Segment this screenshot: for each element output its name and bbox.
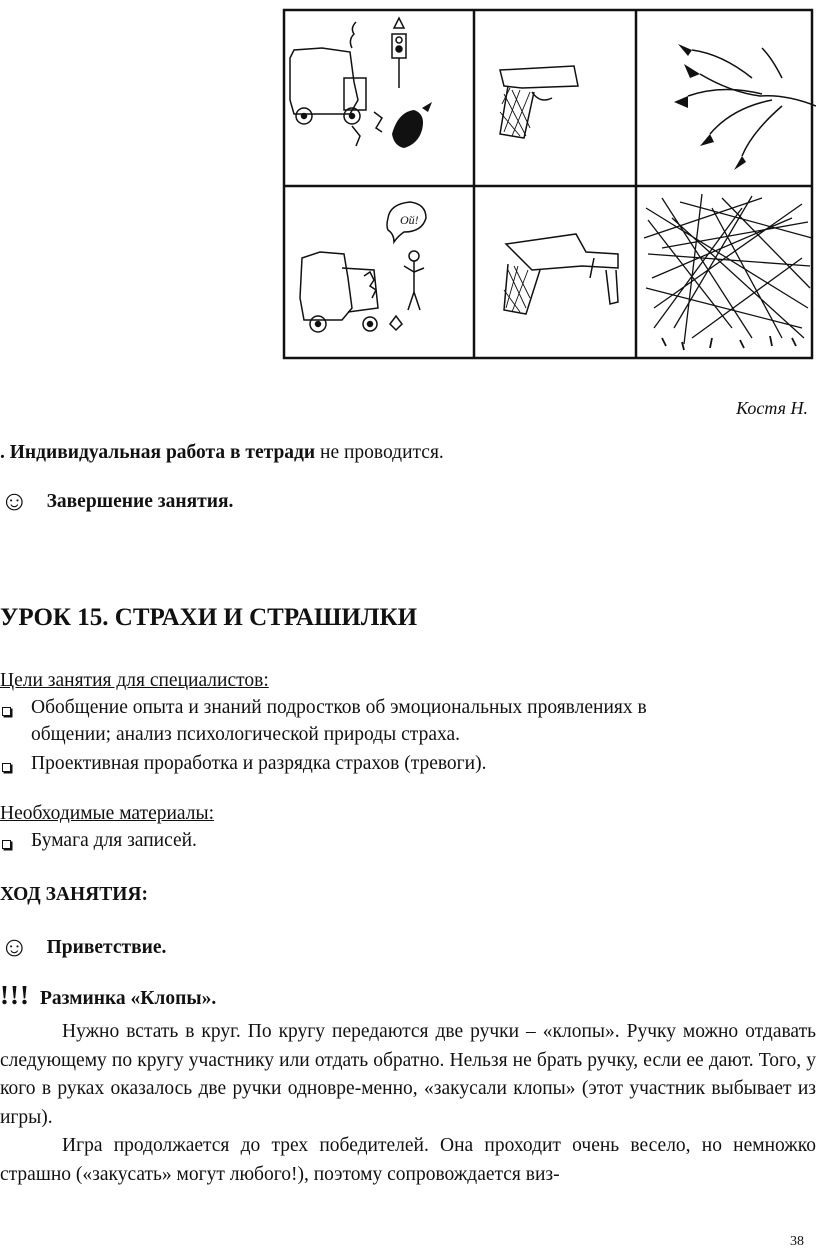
- ending-label: Завершение занятия.: [46, 491, 234, 512]
- drawing-scribble: [644, 194, 812, 350]
- list-item: [0, 697, 816, 753]
- goal-1-line1: Обобщение опыта и знаний подростков об эмоциональных проявлениях в: [31, 697, 647, 718]
- individual-work-line: [0, 442, 444, 464]
- lesson-title: УРОК 15. СТРАХИ И СТРАШИЛКИ: [0, 604, 418, 631]
- checkbox-bullet-icon: [2, 840, 11, 849]
- ending-section: [0, 486, 233, 518]
- checkbox-bullet-icon: [2, 707, 11, 716]
- greeting-section: [0, 932, 166, 964]
- list-item: [0, 753, 816, 781]
- goals-heading: Цели занятия для специалистов:: [0, 670, 269, 691]
- progress-heading: ХОД ЗАНЯТИЯ:: [0, 884, 148, 905]
- drawing-black-bird: [392, 110, 423, 148]
- individual-work-prefix: .: [0, 442, 10, 463]
- smiley-icon: ☺: [0, 486, 29, 517]
- warmup-label: Разминка «Клопы».: [39, 988, 217, 1009]
- materials-heading: Необходимые материалы:: [0, 803, 214, 824]
- grid-frame: [284, 10, 812, 358]
- figure-caption: Костя Н.: [736, 398, 808, 418]
- greeting-label: Приветствие.: [46, 937, 167, 958]
- goal-1-line2: общении; анализ психологической природы страха.: [31, 724, 460, 745]
- material-1: Бумага для записей.: [31, 830, 197, 851]
- exclamation-icon: !!!: [0, 980, 30, 1010]
- individual-work-bold: Индивидуальная работа в тетради: [9, 442, 316, 463]
- drawing-truck-traffic-light: [290, 18, 406, 146]
- body-text: [0, 1018, 816, 1189]
- drawing-pistol: [500, 66, 578, 138]
- individual-work-rest: не проводится.: [315, 442, 444, 463]
- drawings-figure: [282, 8, 816, 360]
- goal-2-line1: Проективная проработка и разрядка страхов (тревоги).: [31, 753, 487, 774]
- goals-list: [0, 697, 816, 781]
- smiley-icon: ☺: [0, 932, 29, 963]
- paragraph: Нужно встать в круг. По кругу передаются две ручки – «клопы». Ручку можно отдавать следующему по кругу участнику или отдать обратно. Нельзя не брать ручку, если ее дают. Того, у кого в руках оказалось две ручки одновре-менно, «закусали клопы» (этот участник выбывает из игры).: [0, 1021, 816, 1128]
- page-number: 38: [790, 1234, 804, 1249]
- list-item: [0, 830, 816, 858]
- speech-bubble-text: Ой!: [400, 213, 419, 227]
- drawing-pistol-firing: [504, 234, 618, 314]
- checkbox-bullet-icon: [2, 763, 11, 772]
- paragraph: Игра продолжается до трех победителей. Она проходит очень весело, но немножко страшно («закусать» могут любого!), поэтому сопровождается виз-: [0, 1135, 816, 1185]
- warmup-section: [0, 980, 216, 1011]
